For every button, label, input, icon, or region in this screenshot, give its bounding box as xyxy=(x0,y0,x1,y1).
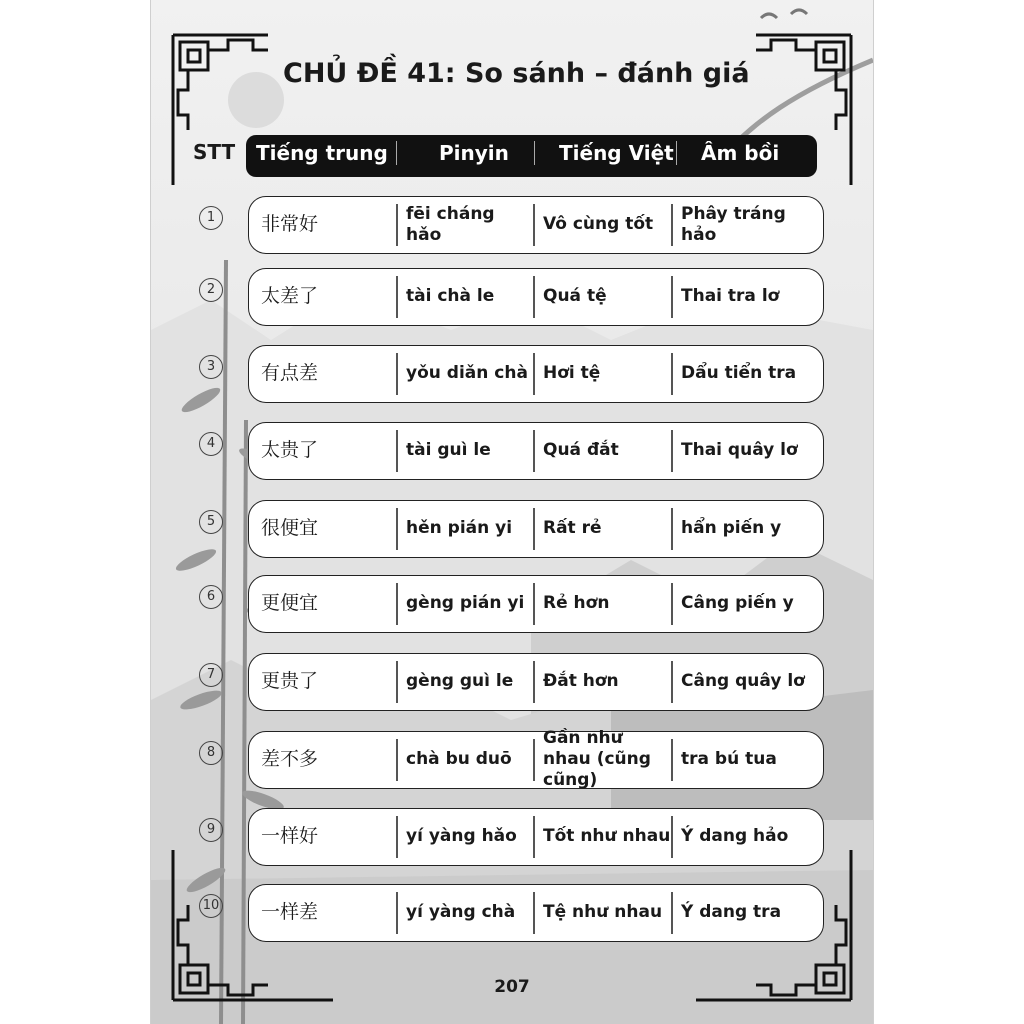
cell-divider xyxy=(533,508,535,550)
stt-header: STT xyxy=(193,140,236,164)
cell-divider xyxy=(396,661,398,703)
cell-divider xyxy=(396,430,398,472)
pronunciation-cell: Ý dang tra xyxy=(681,902,782,922)
pronunciation-cell: Ý dang hảo xyxy=(681,826,789,846)
cell-divider xyxy=(396,739,398,781)
chinese-cell: 非常好 xyxy=(261,213,319,235)
pronunciation-cell: Thai tra lơ xyxy=(681,286,780,306)
row-number-circle: 6 xyxy=(199,585,223,609)
header-pinyin: Pinyin xyxy=(439,141,509,165)
vietnamese-cell: Gần như nhau (cũng cũng) xyxy=(543,728,651,790)
header-vietnamese: Tiếng Việt xyxy=(559,141,674,165)
pronunciation-cell: Câng quây lơ xyxy=(681,671,805,691)
header-divider xyxy=(534,141,535,165)
pinyin-cell: tài guì le xyxy=(406,440,491,460)
vietnamese-cell: Vô cùng tốt xyxy=(543,214,654,234)
chinese-cell: 一样差 xyxy=(261,901,319,923)
chinese-cell: 太贵了 xyxy=(261,439,319,461)
chinese-cell: 一样好 xyxy=(261,825,319,847)
chinese-cell: 更贵了 xyxy=(261,670,319,692)
row-number-circle: 4 xyxy=(199,432,223,456)
chinese-cell: 太差了 xyxy=(261,285,319,307)
row-number-circle: 1 xyxy=(199,206,223,230)
table-row xyxy=(248,653,824,711)
pronunciation-cell: Thai quây lơ xyxy=(681,440,798,460)
chinese-cell: 有点差 xyxy=(261,362,319,384)
vietnamese-cell: Rẻ hơn xyxy=(543,593,610,613)
pronunciation-cell: tra bú tua xyxy=(681,749,777,769)
pronunciation-cell: hẩn piến y xyxy=(681,518,782,538)
table-row xyxy=(248,808,824,866)
table-row xyxy=(248,500,824,558)
cell-divider xyxy=(533,739,535,781)
cell-divider xyxy=(396,353,398,395)
page-number: 207 xyxy=(494,977,530,997)
vietnamese-cell: Hơi tệ xyxy=(543,363,601,383)
cell-divider xyxy=(533,430,535,472)
page-title: CHỦ ĐỀ 41: So sánh – đánh giá xyxy=(283,58,750,89)
cell-divider xyxy=(533,661,535,703)
vietnamese-cell: Rất rẻ xyxy=(543,518,602,538)
cell-divider xyxy=(396,816,398,858)
table-row xyxy=(248,422,824,480)
header-pronunciation: Âm bồi xyxy=(701,141,780,165)
table-row xyxy=(248,345,824,403)
cell-divider xyxy=(533,583,535,625)
table-row xyxy=(248,884,824,942)
cell-divider xyxy=(533,276,535,318)
chinese-cell: 差不多 xyxy=(261,748,319,770)
row-number-circle: 5 xyxy=(199,510,223,534)
row-number-circle: 2 xyxy=(199,278,223,302)
cell-divider xyxy=(533,816,535,858)
header-divider xyxy=(396,141,397,165)
pinyin-cell: gèng guì le xyxy=(406,671,514,691)
pinyin-cell: gèng pián yi xyxy=(406,593,525,613)
pinyin-cell: fēi cháng hǎo xyxy=(406,203,495,245)
chinese-cell: 很便宜 xyxy=(261,517,319,539)
cell-divider xyxy=(533,204,535,246)
table-row xyxy=(248,728,824,790)
row-number-circle: 7 xyxy=(199,663,223,687)
vietnamese-cell: Tệ như nhau xyxy=(543,902,663,922)
row-number-circle: 9 xyxy=(199,818,223,842)
row-number-circle: 3 xyxy=(199,355,223,379)
cell-divider xyxy=(396,892,398,934)
vietnamese-cell: Tốt như nhau xyxy=(543,826,671,846)
table-header-bar xyxy=(246,135,817,177)
cell-divider xyxy=(396,276,398,318)
table-row xyxy=(248,196,824,254)
row-number-circle: 8 xyxy=(199,741,223,765)
pinyin-cell: chà bu duō xyxy=(406,749,512,769)
cell-divider xyxy=(533,892,535,934)
cell-divider xyxy=(533,353,535,395)
chinese-cell: 更便宜 xyxy=(261,592,319,614)
pinyin-cell: tài chà le xyxy=(406,286,495,306)
header-divider xyxy=(676,141,677,165)
table-row xyxy=(248,575,824,633)
pronunciation-cell: Phây tráng hảo xyxy=(681,203,786,245)
cell-divider xyxy=(396,204,398,246)
table-row xyxy=(248,268,824,326)
vietnamese-cell: Quá tệ xyxy=(543,286,607,306)
cell-divider xyxy=(396,508,398,550)
pinyin-cell: hěn pián yi xyxy=(406,518,513,538)
pinyin-cell: yí yàng hǎo xyxy=(406,826,517,846)
vietnamese-cell: Quá đắt xyxy=(543,440,619,460)
row-number-circle: 10 xyxy=(199,894,223,918)
pronunciation-cell: Câng piến y xyxy=(681,593,794,613)
pronunciation-cell: Dẩu tiển tra xyxy=(681,363,797,383)
vietnamese-cell: Đắt hơn xyxy=(543,671,619,691)
pinyin-cell: yí yàng chà xyxy=(406,902,516,922)
pinyin-cell: yǒu diǎn chà xyxy=(406,363,528,383)
header-chinese: Tiếng trung xyxy=(256,141,388,165)
cell-divider xyxy=(396,583,398,625)
